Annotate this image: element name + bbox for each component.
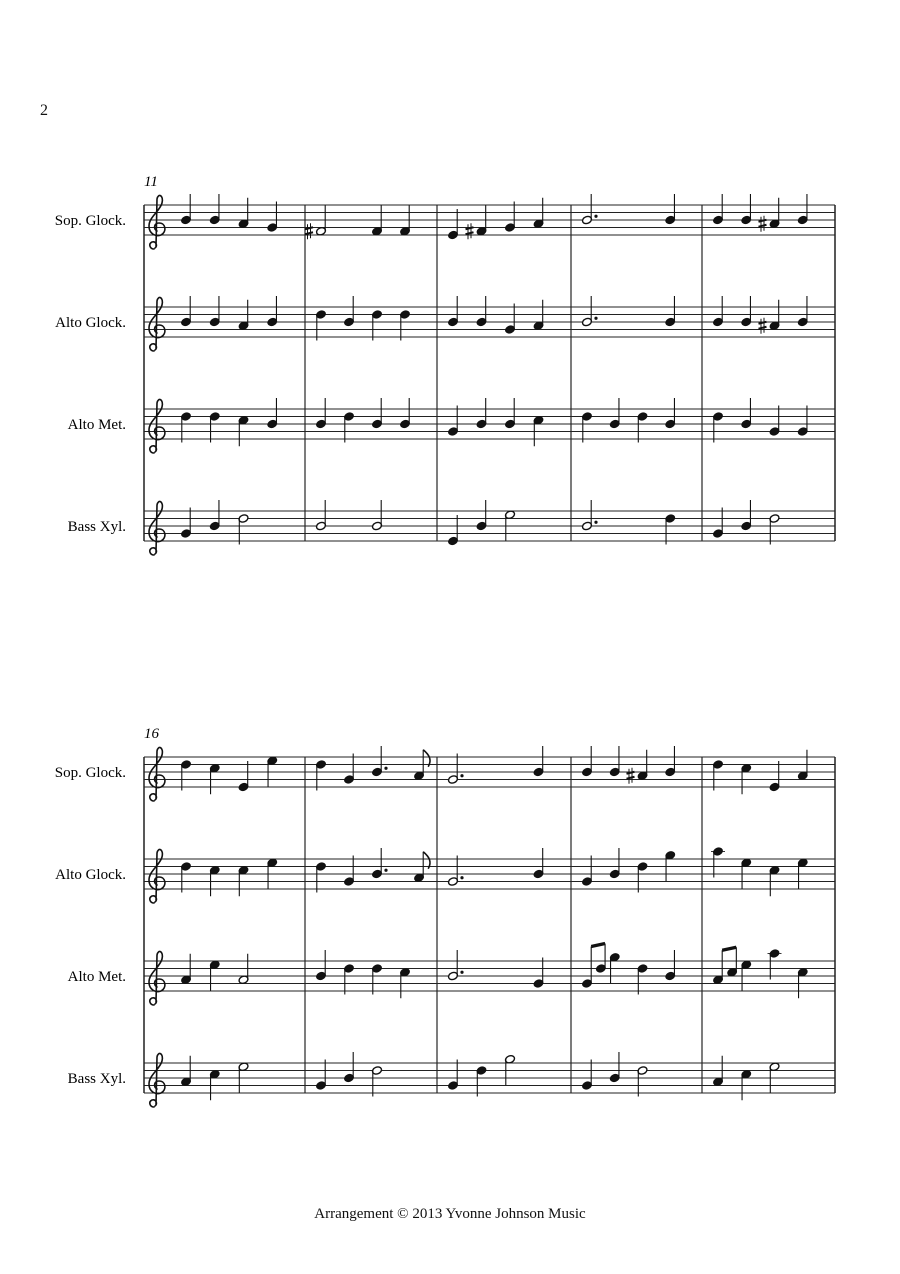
instrument-label: Sop. Glock. — [54, 213, 126, 229]
instrument-label: Bass Xyl. — [67, 519, 126, 535]
note — [769, 761, 780, 792]
note — [609, 952, 620, 983]
note — [665, 850, 676, 881]
augmentation-dot — [384, 869, 387, 872]
note — [209, 194, 220, 225]
instrument-label: Sop. Glock. — [54, 765, 126, 781]
note — [741, 296, 752, 327]
note — [413, 852, 430, 883]
augmentation-dot — [594, 521, 597, 524]
note — [343, 412, 354, 443]
note — [180, 760, 191, 791]
note — [180, 1056, 191, 1087]
note — [727, 947, 738, 977]
note — [343, 296, 354, 327]
note — [399, 967, 410, 998]
note — [665, 950, 676, 981]
beam — [591, 944, 605, 947]
note — [447, 296, 458, 327]
note — [315, 310, 326, 341]
note — [595, 944, 606, 974]
note — [267, 858, 278, 889]
note — [741, 1069, 752, 1100]
note — [476, 500, 487, 531]
note — [637, 964, 648, 995]
note — [371, 205, 382, 236]
note — [180, 296, 191, 327]
note — [533, 958, 544, 989]
note — [476, 398, 487, 429]
system — [55, 726, 835, 1107]
note — [343, 754, 354, 785]
note — [447, 406, 458, 437]
sharp-accidental — [305, 223, 313, 239]
treble-clef — [149, 502, 165, 555]
treble-clef — [149, 850, 165, 903]
note — [665, 194, 676, 225]
note — [447, 1060, 458, 1091]
note — [741, 858, 752, 889]
note — [769, 514, 780, 545]
staff — [55, 194, 835, 249]
note — [797, 296, 808, 327]
note — [315, 950, 326, 981]
note — [238, 954, 249, 985]
note — [712, 950, 723, 984]
measure-number: 16 — [144, 726, 159, 742]
note — [267, 756, 278, 787]
augmentation-dot — [460, 876, 463, 879]
note — [533, 198, 544, 229]
note — [209, 960, 220, 991]
note — [712, 508, 723, 539]
note — [371, 398, 382, 429]
note — [712, 760, 723, 791]
note — [759, 300, 781, 334]
note — [769, 865, 780, 896]
staff — [55, 746, 835, 801]
note — [504, 202, 515, 233]
staff — [68, 944, 835, 1006]
sharp-accidental — [466, 223, 474, 239]
instrument-label: Alto Met. — [67, 417, 126, 433]
note — [209, 500, 220, 531]
note — [447, 209, 458, 240]
note — [665, 398, 676, 429]
note — [343, 856, 354, 887]
augmentation-dot — [384, 767, 387, 770]
note — [238, 415, 249, 446]
measure-number: 11 — [144, 174, 158, 190]
note — [741, 500, 752, 531]
note — [267, 398, 278, 429]
system — [55, 174, 835, 555]
note — [797, 967, 808, 998]
instrument-label: Alto Met. — [67, 969, 126, 985]
augmentation-dot — [460, 971, 463, 974]
note — [581, 1060, 592, 1091]
note — [504, 304, 515, 335]
note — [180, 194, 191, 225]
note — [209, 412, 220, 443]
note — [533, 848, 544, 879]
note — [466, 205, 488, 239]
treble-clef — [149, 298, 165, 351]
note — [627, 750, 649, 784]
note — [267, 202, 278, 233]
note — [637, 862, 648, 893]
note — [581, 856, 592, 887]
note — [769, 1062, 780, 1093]
note — [238, 865, 249, 896]
note — [371, 310, 382, 341]
note — [609, 398, 620, 429]
augmentation-dot — [594, 317, 597, 320]
note — [741, 763, 752, 794]
note — [581, 947, 592, 989]
note — [609, 746, 620, 777]
note — [238, 514, 249, 545]
note — [238, 761, 249, 792]
augmentation-dot — [460, 774, 463, 777]
note — [371, 1066, 382, 1097]
instrument-label: Alto Glock. — [55, 315, 126, 331]
note — [447, 515, 458, 546]
note — [581, 746, 592, 777]
note — [315, 1060, 326, 1091]
note — [209, 763, 220, 794]
note — [533, 415, 544, 446]
note — [712, 194, 723, 225]
note — [209, 1069, 220, 1100]
note — [180, 412, 191, 443]
note — [267, 296, 278, 327]
note — [504, 398, 515, 429]
note — [712, 296, 723, 327]
note — [315, 760, 326, 791]
note — [371, 500, 382, 531]
sharp-accidental — [627, 768, 635, 784]
note — [399, 205, 410, 236]
note — [712, 412, 723, 443]
note — [533, 300, 544, 331]
note — [797, 406, 808, 437]
treble-clef — [149, 952, 165, 1005]
copyright-footer: Arrangement © 2013 Yvonne Johnson Music — [314, 1206, 586, 1222]
note — [180, 954, 191, 985]
note — [315, 862, 326, 893]
note — [533, 746, 544, 777]
note — [711, 847, 725, 878]
treble-clef — [149, 196, 165, 249]
note — [343, 964, 354, 995]
note — [180, 862, 191, 893]
note — [768, 949, 782, 980]
note — [581, 412, 592, 443]
note — [504, 1054, 515, 1085]
note — [476, 296, 487, 327]
note — [315, 500, 326, 531]
note — [665, 746, 676, 777]
note — [305, 205, 327, 239]
staff — [55, 296, 835, 351]
note — [665, 296, 676, 327]
instrument-label: Bass Xyl. — [67, 1071, 126, 1087]
augmentation-dot — [594, 215, 597, 218]
note — [371, 964, 382, 995]
note — [238, 300, 249, 331]
note — [741, 194, 752, 225]
note — [797, 858, 808, 889]
note — [504, 510, 515, 541]
staff — [68, 1052, 835, 1107]
note — [712, 1056, 723, 1087]
treble-clef — [149, 400, 165, 453]
staff — [55, 847, 835, 903]
note — [238, 1062, 249, 1093]
beam — [722, 947, 736, 950]
staff — [68, 398, 835, 453]
note — [399, 398, 410, 429]
note — [476, 1066, 487, 1097]
staff — [68, 500, 835, 555]
note — [637, 412, 648, 443]
note — [180, 508, 191, 539]
sharp-accidental — [759, 216, 767, 232]
note — [315, 398, 326, 429]
note — [343, 1052, 354, 1083]
note — [759, 198, 781, 232]
note — [609, 1052, 620, 1083]
note — [741, 398, 752, 429]
treble-clef — [149, 748, 165, 801]
note — [209, 865, 220, 896]
note — [238, 198, 249, 229]
note — [399, 310, 410, 341]
note — [769, 406, 780, 437]
page-number: 2 — [40, 102, 48, 119]
note — [637, 1066, 648, 1097]
sharp-accidental — [759, 318, 767, 334]
note — [609, 848, 620, 879]
treble-clef — [149, 1054, 165, 1107]
note — [741, 960, 752, 991]
note — [413, 750, 430, 781]
note — [797, 750, 808, 781]
note — [209, 296, 220, 327]
note — [665, 514, 676, 545]
note — [797, 194, 808, 225]
instrument-label: Alto Glock. — [55, 867, 126, 883]
